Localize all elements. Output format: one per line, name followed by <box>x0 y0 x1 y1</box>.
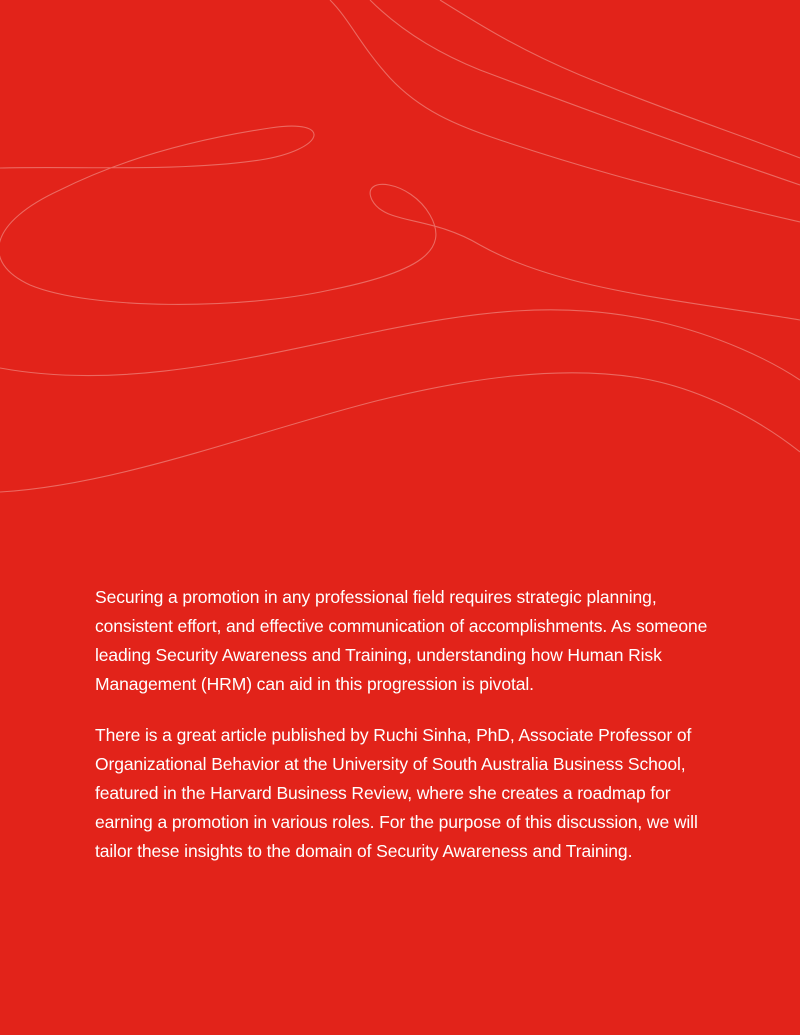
contour-line-6 <box>440 0 800 158</box>
contour-line-5 <box>370 0 800 185</box>
contour-line-1 <box>0 126 800 320</box>
paragraph-promotion-intro: Securing a promotion in any professional field requires strategic planning, consistent effort, and effective communication of accomplishments. As someone leading Security Awareness and Training, understanding how Human Risk Management (HRM) can aid in this progression is pivotal. <box>95 587 708 694</box>
body-text <box>95 583 715 888</box>
contour-line-2 <box>0 310 800 380</box>
paragraph-article-reference: There is a great article published by Ruchi Sinha, PhD, Associate Professor of Organizational Behavior at the University of South Australia Business School, featured in the Harvard Business Review, where she creates a roadmap for earning a promotion in various roles. For the purpose of this discussion, we will tailor these insights to the domain of Security Awareness and Training. <box>95 725 698 861</box>
contour-line-3 <box>0 373 800 492</box>
